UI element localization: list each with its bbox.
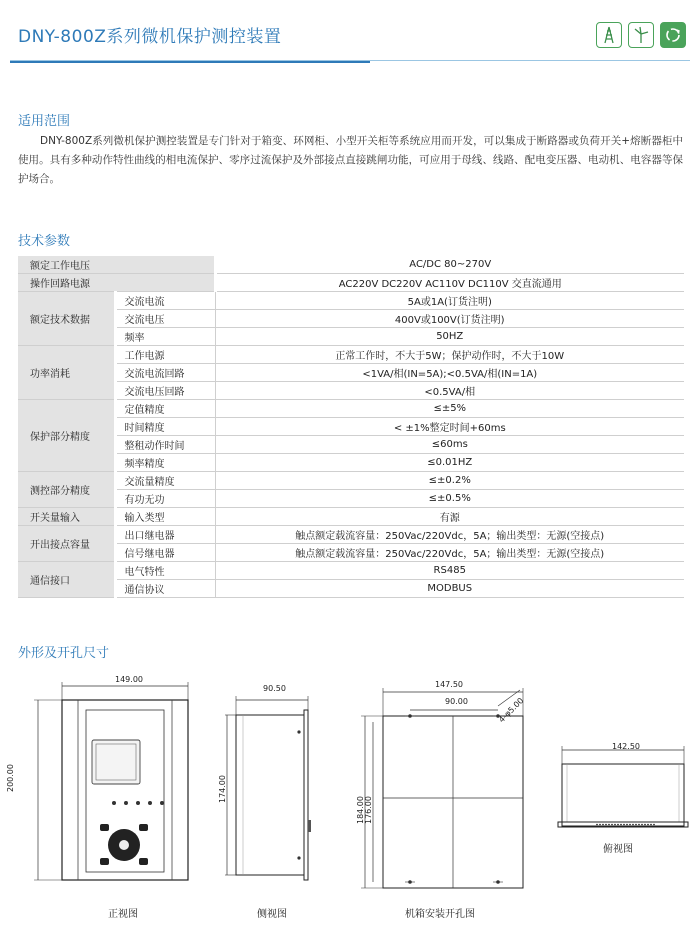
spec-row (18, 310, 684, 328)
spec-category: 额定技术数据 (18, 292, 115, 346)
header-icons (596, 22, 686, 48)
spec-value: 正常工作时，不大于5W；保护动作时，不大于10W (215, 346, 684, 364)
wind-turbine-icon (628, 22, 654, 48)
spec-subitem: 通信协议 (115, 580, 215, 598)
side-view-label: 侧视图 (257, 909, 287, 920)
spec-subitem: 整租动作时间 (115, 436, 215, 454)
spec-value: ≤60ms (215, 436, 684, 454)
spec-subitem: 出口继电器 (115, 526, 215, 544)
spec-row (18, 562, 684, 580)
tower-icon (596, 22, 622, 48)
spec-subitem: 有功无功 (115, 490, 215, 508)
dimensions-heading: 外形及开孔尺寸 (18, 646, 110, 661)
spec-subitem: 交流量精度 (115, 472, 215, 490)
spec-category: 测控部分精度 (18, 472, 115, 508)
front-height-dim: 200.00 (6, 764, 15, 792)
spec-subitem: 电气特性 (115, 562, 215, 580)
spec-row (18, 346, 684, 364)
spec-row (18, 490, 684, 508)
spec-value: ≤±0.5% (215, 490, 684, 508)
spec-value: MODBUS (215, 580, 684, 598)
spec-row (18, 472, 684, 490)
spec-category: 功率消耗 (18, 346, 115, 400)
spec-category: 开关量输入 (18, 508, 115, 526)
spec-subitem: 交流电压回路 (115, 382, 215, 400)
spec-value: AC220V DC220V AC110V DC110V 交直流通用 (215, 274, 684, 292)
spec-value: < ±1%整定时间+60ms (215, 418, 684, 436)
spec-value: <1VA/相(IN=5A);<0.5VA/相(IN=1A) (215, 364, 684, 382)
spec-subitem: 频率 (115, 328, 215, 346)
spec-value: 400V或100V(订货注明) (215, 310, 684, 328)
spec-category: 开出接点容量 (18, 526, 115, 562)
cutout-view-label: 机箱安装开孔图 (405, 909, 475, 920)
spec-row (18, 418, 684, 436)
header-accent-line (10, 61, 370, 63)
cutout-inner-width-dim: 90.00 (445, 697, 468, 706)
spec-subitem: 交流电流 (115, 292, 215, 310)
spec-subitem: 定值精度 (115, 400, 215, 418)
specs-heading: 技术参数 (18, 234, 71, 249)
recycle-icon (660, 22, 686, 48)
application-text: DNY-800Z系列微机保护测控装置是专门针对于箱变、环网柜、小型开关柜等系统应用而开发，可以集成于断路器或负荷开关+熔断器柜中使用。具有多种动作特性曲线的相电流保护、零序过流保护及外部接点直接跳闸功能，可应用于母线、线路、配电变压器、电动机、电容器等保护场合。 (18, 135, 683, 185)
spec-value: RS485 (215, 562, 684, 580)
spec-subitem: 信号继电器 (115, 544, 215, 562)
cutout-outer-height-dim: 184.00 (356, 796, 365, 824)
spec-row (18, 454, 684, 472)
spec-row (18, 274, 684, 292)
cutout-inner-height-dim: 176.00 (364, 796, 373, 824)
spec-row (18, 328, 684, 346)
spec-category: 额定工作电压 (18, 256, 215, 274)
spec-category: 通信接口 (18, 562, 115, 598)
spec-value: 50HZ (215, 328, 684, 346)
top-width-dim: 142.50 (612, 742, 640, 751)
spec-subitem: 交流电压 (115, 310, 215, 328)
specs-table (18, 256, 684, 598)
spec-value: ≤±0.2% (215, 472, 684, 490)
front-view-label: 正视图 (108, 909, 138, 920)
spec-row (18, 436, 684, 454)
spec-subitem: 交流电流回路 (115, 364, 215, 382)
spec-row (18, 364, 684, 382)
spec-category: 保护部分精度 (18, 400, 115, 472)
spec-value: 有源 (215, 508, 684, 526)
spec-row (18, 382, 684, 400)
spec-category: 操作回路电源 (18, 274, 215, 292)
spec-row (18, 256, 684, 274)
spec-value: 触点额定载流容量：250Vac/220Vdc，5A；输出类型：无源(空接点) (215, 526, 684, 544)
page-title: DNY-800Z系列微机保护测控装置 (18, 27, 282, 47)
cutout-width-dim: 147.50 (435, 680, 463, 689)
spec-subitem: 输入类型 (115, 508, 215, 526)
spec-subitem: 时间精度 (115, 418, 215, 436)
top-view-label: 俯视图 (603, 844, 633, 855)
spec-row (18, 508, 684, 526)
spec-row (18, 544, 684, 562)
spec-value: 触点额定载流容量：250Vac/220Vdc，5A；输出类型：无源(空接点) (215, 544, 684, 562)
spec-subitem: 频率精度 (115, 454, 215, 472)
spec-value: AC/DC 80~270V (215, 256, 684, 274)
side-view-drawing (225, 690, 325, 890)
spec-value: 5A或1A(订货注明) (215, 292, 684, 310)
side-width-dim: 90.50 (263, 684, 286, 693)
spec-value: <0.5VA/相 (215, 382, 684, 400)
spec-value: ≤0.01HZ (215, 454, 684, 472)
front-view-drawing (20, 670, 210, 900)
front-width-dim: 149.00 (115, 675, 143, 684)
spec-row (18, 526, 684, 544)
cutout-hole-dim: 4-φ5.00 (497, 696, 526, 725)
application-heading: 适用范围 (18, 114, 71, 129)
spec-row (18, 292, 684, 310)
spec-value: ≤±5% (215, 400, 684, 418)
spec-subitem: 工作电源 (115, 346, 215, 364)
top-view-drawing (556, 742, 691, 837)
spec-row (18, 580, 684, 598)
spec-row (18, 400, 684, 418)
side-height-dim: 174.00 (218, 775, 227, 803)
